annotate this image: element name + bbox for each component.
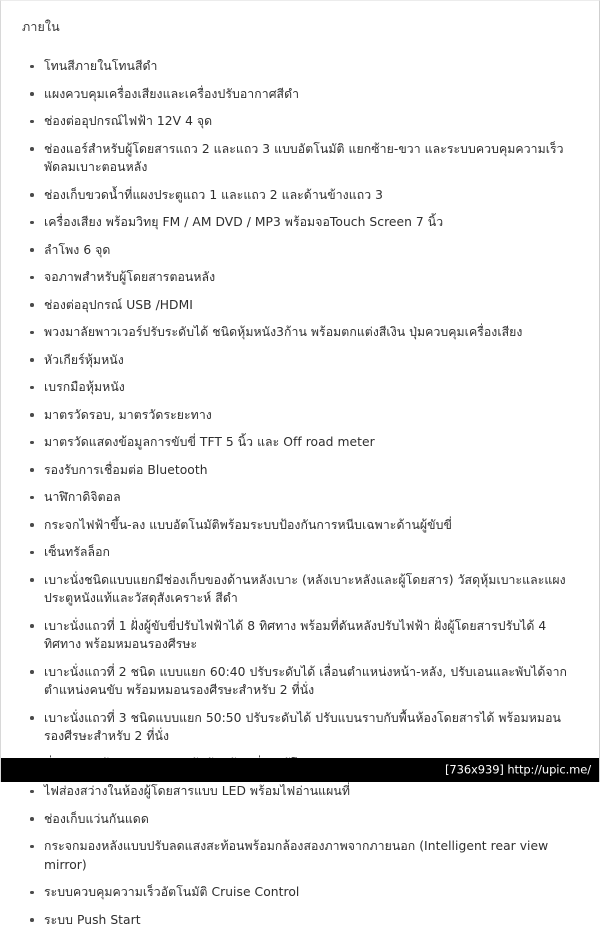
list-item: ลำโพง 6 จุด xyxy=(23,241,575,260)
list-item: กระจกไฟฟ้าขึ้น-ลง แบบอัตโนมัติพร้อมระบบป้องกันการหนีบเฉพาะด้านผู้ขับขี่ xyxy=(23,516,575,535)
document-content xyxy=(1,1,599,758)
list-item: ช่องเก็บแว่นกันแดด xyxy=(23,810,575,829)
list-item: พวงมาลัยพาวเวอร์ปรับระดับได้ ชนิดหุ้มหนัง3ก้าน พร้อมตกแต่งสีเงิน ปุ่มควบคุมเครื่องเสียง xyxy=(23,323,575,342)
list-item: ช่องแอร์สำหรับผู้โดยสารแถว 2 และแถว 3 แบบอัตโนมัติ แยกซ้าย-ขวา และระบบควบคุมความเร็วพัดลมเบาะตอนหลัง xyxy=(23,140,575,177)
list-item: รองรับการเชื่อมต่อ Bluetooth xyxy=(23,461,575,480)
list-item: เซ็นทรัลล็อก xyxy=(23,543,575,562)
list-item: เบาะนั่งแถวที่ 1 ฝั่งผู้ขับขี่ปรับไฟฟ้าได้ 8 ทิศทาง พร้อมที่ดันหลังปรับไฟฟ้า ฝั่งผู้โดยสารปรับได้ 4 ทิศทาง พร้อมหมอนรองศีรษะ xyxy=(23,617,575,654)
list-item: ระบบควบคุมความเร็วอัตโนมัติ Cruise Control xyxy=(23,883,575,902)
list-item: ช่องเก็บขวดน้ำที่แผงประตูแถว 1 และแถว 2 และด้านข้างแถว 3 xyxy=(23,186,575,205)
watermark-bar xyxy=(1,758,599,782)
list-item: เครื่องเสียง พร้อมวิทยุ FM / AM DVD / MP3 พร้อมจอTouch Screen 7 นิ้ว xyxy=(23,213,575,232)
watermark-label: [736x939] http://upic.me/ xyxy=(445,764,591,777)
specification-list xyxy=(15,57,585,929)
list-item: เบรกมือหุ้มหนัง xyxy=(23,378,575,397)
list-item: ช่องต่ออุปกรณ์ USB /HDMI xyxy=(23,296,575,315)
list-item: จอภาพสำหรับผู้โดยสารตอนหลัง xyxy=(23,268,575,287)
list-item: ช่องต่ออุปกรณ์ไฟฟ้า 12V 4 จุด xyxy=(23,112,575,131)
list-item: แผงควบคุมเครื่องเสียงและเครื่องปรับอากาศสีดำ xyxy=(23,85,575,104)
list-item: ระบบ Push Start xyxy=(23,911,575,929)
page-title: ภายใน xyxy=(22,19,585,35)
list-item: มาตรวัดรอบ, มาตรวัดระยะทาง xyxy=(23,406,575,425)
list-item: มาตรวัดแสดงข้อมูลการขับขี่ TFT 5 นิ้ว และ Off road meter xyxy=(23,433,575,452)
list-item: เบาะนั่งชนิดแบบแยกมีช่องเก็บของด้านหลังเบาะ (หลังเบาะหลังและผู้โดยสาร) วัสดุหุ้มเบาะและแผงประตูหนังแท้และวัสดุสังเคราะห์ สีดำ xyxy=(23,571,575,608)
list-item: หัวเกียร์หุ้มหนัง xyxy=(23,351,575,370)
list-item: กระจกมองหลังแบบปรับลดแสงสะท้อนพร้อมกล้องสองภาพจากภายนอก (Intelligent rear view mirror) xyxy=(23,837,575,874)
list-item: โทนสีภายในโทนสีดำ xyxy=(23,57,575,76)
list-item: เบาะนั่งแถวที่ 2 ชนิด แบบแยก 60:40 ปรับระดับได้ เลื่อนตำแหน่งหน้า-หลัง, ปรับเอนและพับได้จากตำแหน่งคนขับ พร้อมหมอนรองศีรษะสำหรับ 2 ที่นั่ง xyxy=(23,663,575,700)
list-item: เบาะนั่งแถวที่ 3 ชนิดแบบแยก 50:50 ปรับระดับได้ ปรับแบนราบกับพื้นห้องโดยสารได้ พร้อมหมอนรองศีรษะสำหรับ 2 ที่นั่ง xyxy=(23,709,575,746)
list-item: นาฬิกาดิจิตอล xyxy=(23,488,575,507)
list-item: ไฟส่องสว่างในห้องผู้โดยสารแบบ LED พร้อมไฟอ่านแผนที่ xyxy=(23,782,575,801)
